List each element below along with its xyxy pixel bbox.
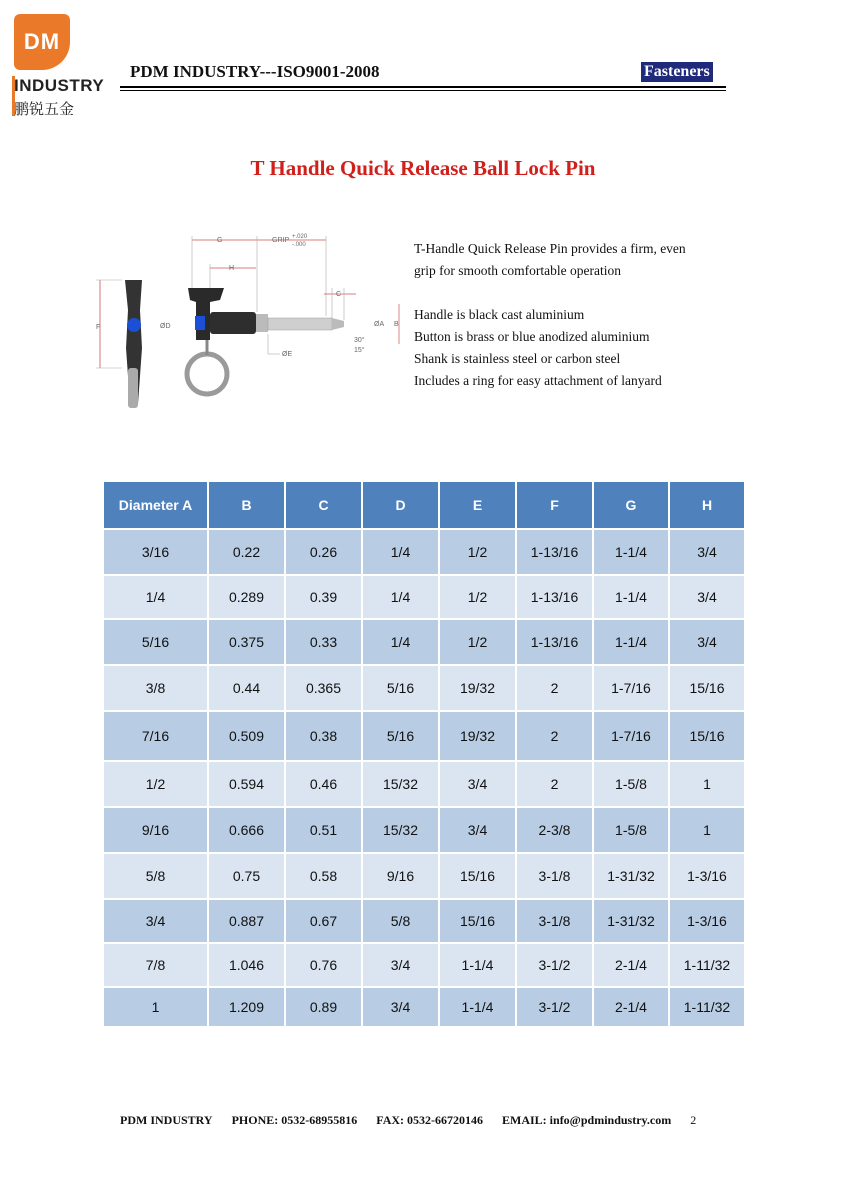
table-cell: 1-1/4 [593, 619, 669, 665]
table-cell: 1-7/16 [593, 711, 669, 761]
table-cell: 0.33 [285, 619, 362, 665]
dim-angle-30: 30° [354, 337, 365, 344]
table-cell: 1/4 [362, 619, 439, 665]
table-cell: 0.58 [285, 853, 362, 899]
product-description [414, 238, 774, 392]
table-row [103, 665, 745, 711]
logo-wordmark: INDUSTRY [14, 76, 105, 95]
table-cell: 1-5/8 [593, 807, 669, 853]
table-cell: 1/4 [362, 575, 439, 619]
table-cell: 3/4 [669, 575, 745, 619]
table-cell: 1-1/4 [593, 529, 669, 575]
dim-label-b: B [394, 321, 399, 328]
page-number: 2 [690, 1113, 697, 1127]
col-header-h: H [669, 481, 745, 529]
dim-label-g: G [217, 237, 223, 244]
table-cell: 15/16 [669, 665, 745, 711]
col-header-g: G [593, 481, 669, 529]
table-cell: 0.39 [285, 575, 362, 619]
table-cell: 0.289 [208, 575, 285, 619]
table-cell: 15/16 [439, 853, 516, 899]
table-header-row [103, 481, 745, 529]
table-cell: 3/4 [103, 899, 208, 943]
table-row [103, 853, 745, 899]
table-cell: 1/2 [439, 575, 516, 619]
table-cell: 7/16 [103, 711, 208, 761]
table-cell: 9/16 [362, 853, 439, 899]
footer-email: EMAIL: info@pdmindustry.com [502, 1113, 672, 1127]
logo-chinese-name: 鹏锐五金 [14, 100, 75, 118]
table-cell: 1-3/16 [669, 899, 745, 943]
header-title: PDM INDUSTRY---ISO9001-2008 [130, 62, 380, 81]
category-badge: Fasteners [641, 62, 713, 82]
table-cell: 3/8 [103, 665, 208, 711]
table-cell: 1-13/16 [516, 575, 593, 619]
table-cell: 1 [103, 987, 208, 1027]
table-cell: 3-1/2 [516, 987, 593, 1027]
table-cell: 2-1/4 [593, 943, 669, 987]
dim-label-d: ØD [160, 323, 171, 330]
table-cell: 0.22 [208, 529, 285, 575]
table-cell: 3/4 [439, 807, 516, 853]
table-cell: 3/4 [669, 529, 745, 575]
table-cell: 0.594 [208, 761, 285, 807]
footer-company: PDM INDUSTRY [120, 1113, 213, 1127]
col-header-d: D [362, 481, 439, 529]
table-cell: 3/4 [362, 987, 439, 1027]
table-row [103, 529, 745, 575]
table-cell: 1-5/8 [593, 761, 669, 807]
table-cell: 1-1/4 [439, 987, 516, 1027]
table-cell: 0.51 [285, 807, 362, 853]
table-cell: 1 [669, 761, 745, 807]
table-cell: 0.887 [208, 899, 285, 943]
table-cell: 1.046 [208, 943, 285, 987]
table-cell: 5/8 [103, 853, 208, 899]
table-row [103, 943, 745, 987]
table-cell: 3-1/8 [516, 853, 593, 899]
table-cell: 2 [516, 761, 593, 807]
table-cell: 1-31/32 [593, 899, 669, 943]
table-cell: 1-1/4 [593, 575, 669, 619]
table-cell: 0.26 [285, 529, 362, 575]
table-row [103, 807, 745, 853]
table-cell: 15/32 [362, 807, 439, 853]
table-cell: 1-7/16 [593, 665, 669, 711]
col-header-e: E [439, 481, 516, 529]
table-cell: 9/16 [103, 807, 208, 853]
page-title: T Handle Quick Release Ball Lock Pin [250, 156, 596, 180]
table-cell: 1-3/16 [669, 853, 745, 899]
header-divider [120, 86, 726, 88]
table-cell: 0.76 [285, 943, 362, 987]
table-row [103, 987, 745, 1027]
table-cell: 2-1/4 [593, 987, 669, 1027]
table-cell: 0.46 [285, 761, 362, 807]
table-cell: 3-1/8 [516, 899, 593, 943]
product-drawing [92, 228, 412, 414]
table-cell: 1.209 [208, 987, 285, 1027]
dim-label-grip: GRIP [272, 237, 290, 244]
table-cell: 3/4 [439, 761, 516, 807]
table-cell: 1-11/32 [669, 943, 745, 987]
company-logo [12, 14, 127, 124]
table-cell: 5/16 [362, 665, 439, 711]
table-cell: 5/16 [103, 619, 208, 665]
table-row [103, 711, 745, 761]
table-row [103, 575, 745, 619]
dim-label-a: ØA [374, 321, 385, 328]
col-header-diameter-a: Diameter A [103, 481, 208, 529]
desc-intro-line-2: grip for smooth comfortable operation [414, 263, 621, 278]
table-cell: 1-1/4 [439, 943, 516, 987]
dim-grip-tol-plus: +.020 [292, 234, 308, 240]
table-cell: 0.89 [285, 987, 362, 1027]
table-cell: 2-3/8 [516, 807, 593, 853]
logo-mark: DM [14, 14, 70, 70]
feature-item: Includes a ring for easy attachment of lanyard [414, 373, 662, 388]
desc-intro-line-1: T-Handle Quick Release Pin provides a firm, even [414, 241, 686, 256]
table-row [103, 761, 745, 807]
table-cell: 7/8 [103, 943, 208, 987]
table-cell: 1-11/32 [669, 987, 745, 1027]
footer-fax: FAX: 0532-66720146 [376, 1113, 484, 1127]
table-cell: 1 [669, 807, 745, 853]
table-cell: 5/8 [362, 899, 439, 943]
table-cell: 0.666 [208, 807, 285, 853]
table-cell: 15/16 [669, 711, 745, 761]
table-cell: 0.67 [285, 899, 362, 943]
dim-label-h: H [229, 265, 235, 272]
col-header-b: B [208, 481, 285, 529]
table-cell: 0.75 [208, 853, 285, 899]
table-cell: 15/32 [362, 761, 439, 807]
dim-angle-15: 15° [354, 347, 365, 354]
dim-label-f: F [96, 324, 101, 331]
feature-item: Button is brass or blue anodized aluminium [414, 329, 650, 344]
table-row [103, 899, 745, 943]
feature-item: Shank is stainless steel or carbon steel [414, 351, 621, 366]
table-cell: 0.44 [208, 665, 285, 711]
dim-label-c: C [336, 291, 342, 298]
table-cell: 1/2 [103, 761, 208, 807]
table-cell: 15/16 [439, 899, 516, 943]
table-cell: 1-13/16 [516, 529, 593, 575]
table-cell: 1/2 [439, 529, 516, 575]
table-cell: 3/4 [669, 619, 745, 665]
dim-grip-tol-minus: -.000 [292, 242, 306, 248]
table-cell: 1/2 [439, 619, 516, 665]
table-cell: 0.509 [208, 711, 285, 761]
table-cell: 0.375 [208, 619, 285, 665]
feature-item: Handle is black cast aluminium [414, 307, 585, 322]
table-cell: 3-1/2 [516, 943, 593, 987]
table-cell: 19/32 [439, 665, 516, 711]
header-divider-thin [120, 90, 726, 91]
spec-table [102, 480, 746, 1028]
table-cell: 3/4 [362, 943, 439, 987]
table-cell: 5/16 [362, 711, 439, 761]
page-footer [120, 1113, 730, 1128]
side-view-handle [125, 280, 142, 408]
col-header-c: C [285, 481, 362, 529]
table-cell: 2 [516, 665, 593, 711]
table-cell: 0.38 [285, 711, 362, 761]
main-view-t-handle [187, 288, 344, 394]
table-cell: 0.365 [285, 665, 362, 711]
footer-phone: PHONE: 0532-68955816 [231, 1113, 358, 1127]
col-header-f: F [516, 481, 593, 529]
table-cell: 1-31/32 [593, 853, 669, 899]
table-cell: 1-13/16 [516, 619, 593, 665]
dim-label-e: ØE [282, 351, 293, 358]
table-cell: 1/4 [362, 529, 439, 575]
table-cell: 19/32 [439, 711, 516, 761]
table-cell: 2 [516, 711, 593, 761]
table-cell: 1/4 [103, 575, 208, 619]
table-cell: 3/16 [103, 529, 208, 575]
table-row [103, 619, 745, 665]
